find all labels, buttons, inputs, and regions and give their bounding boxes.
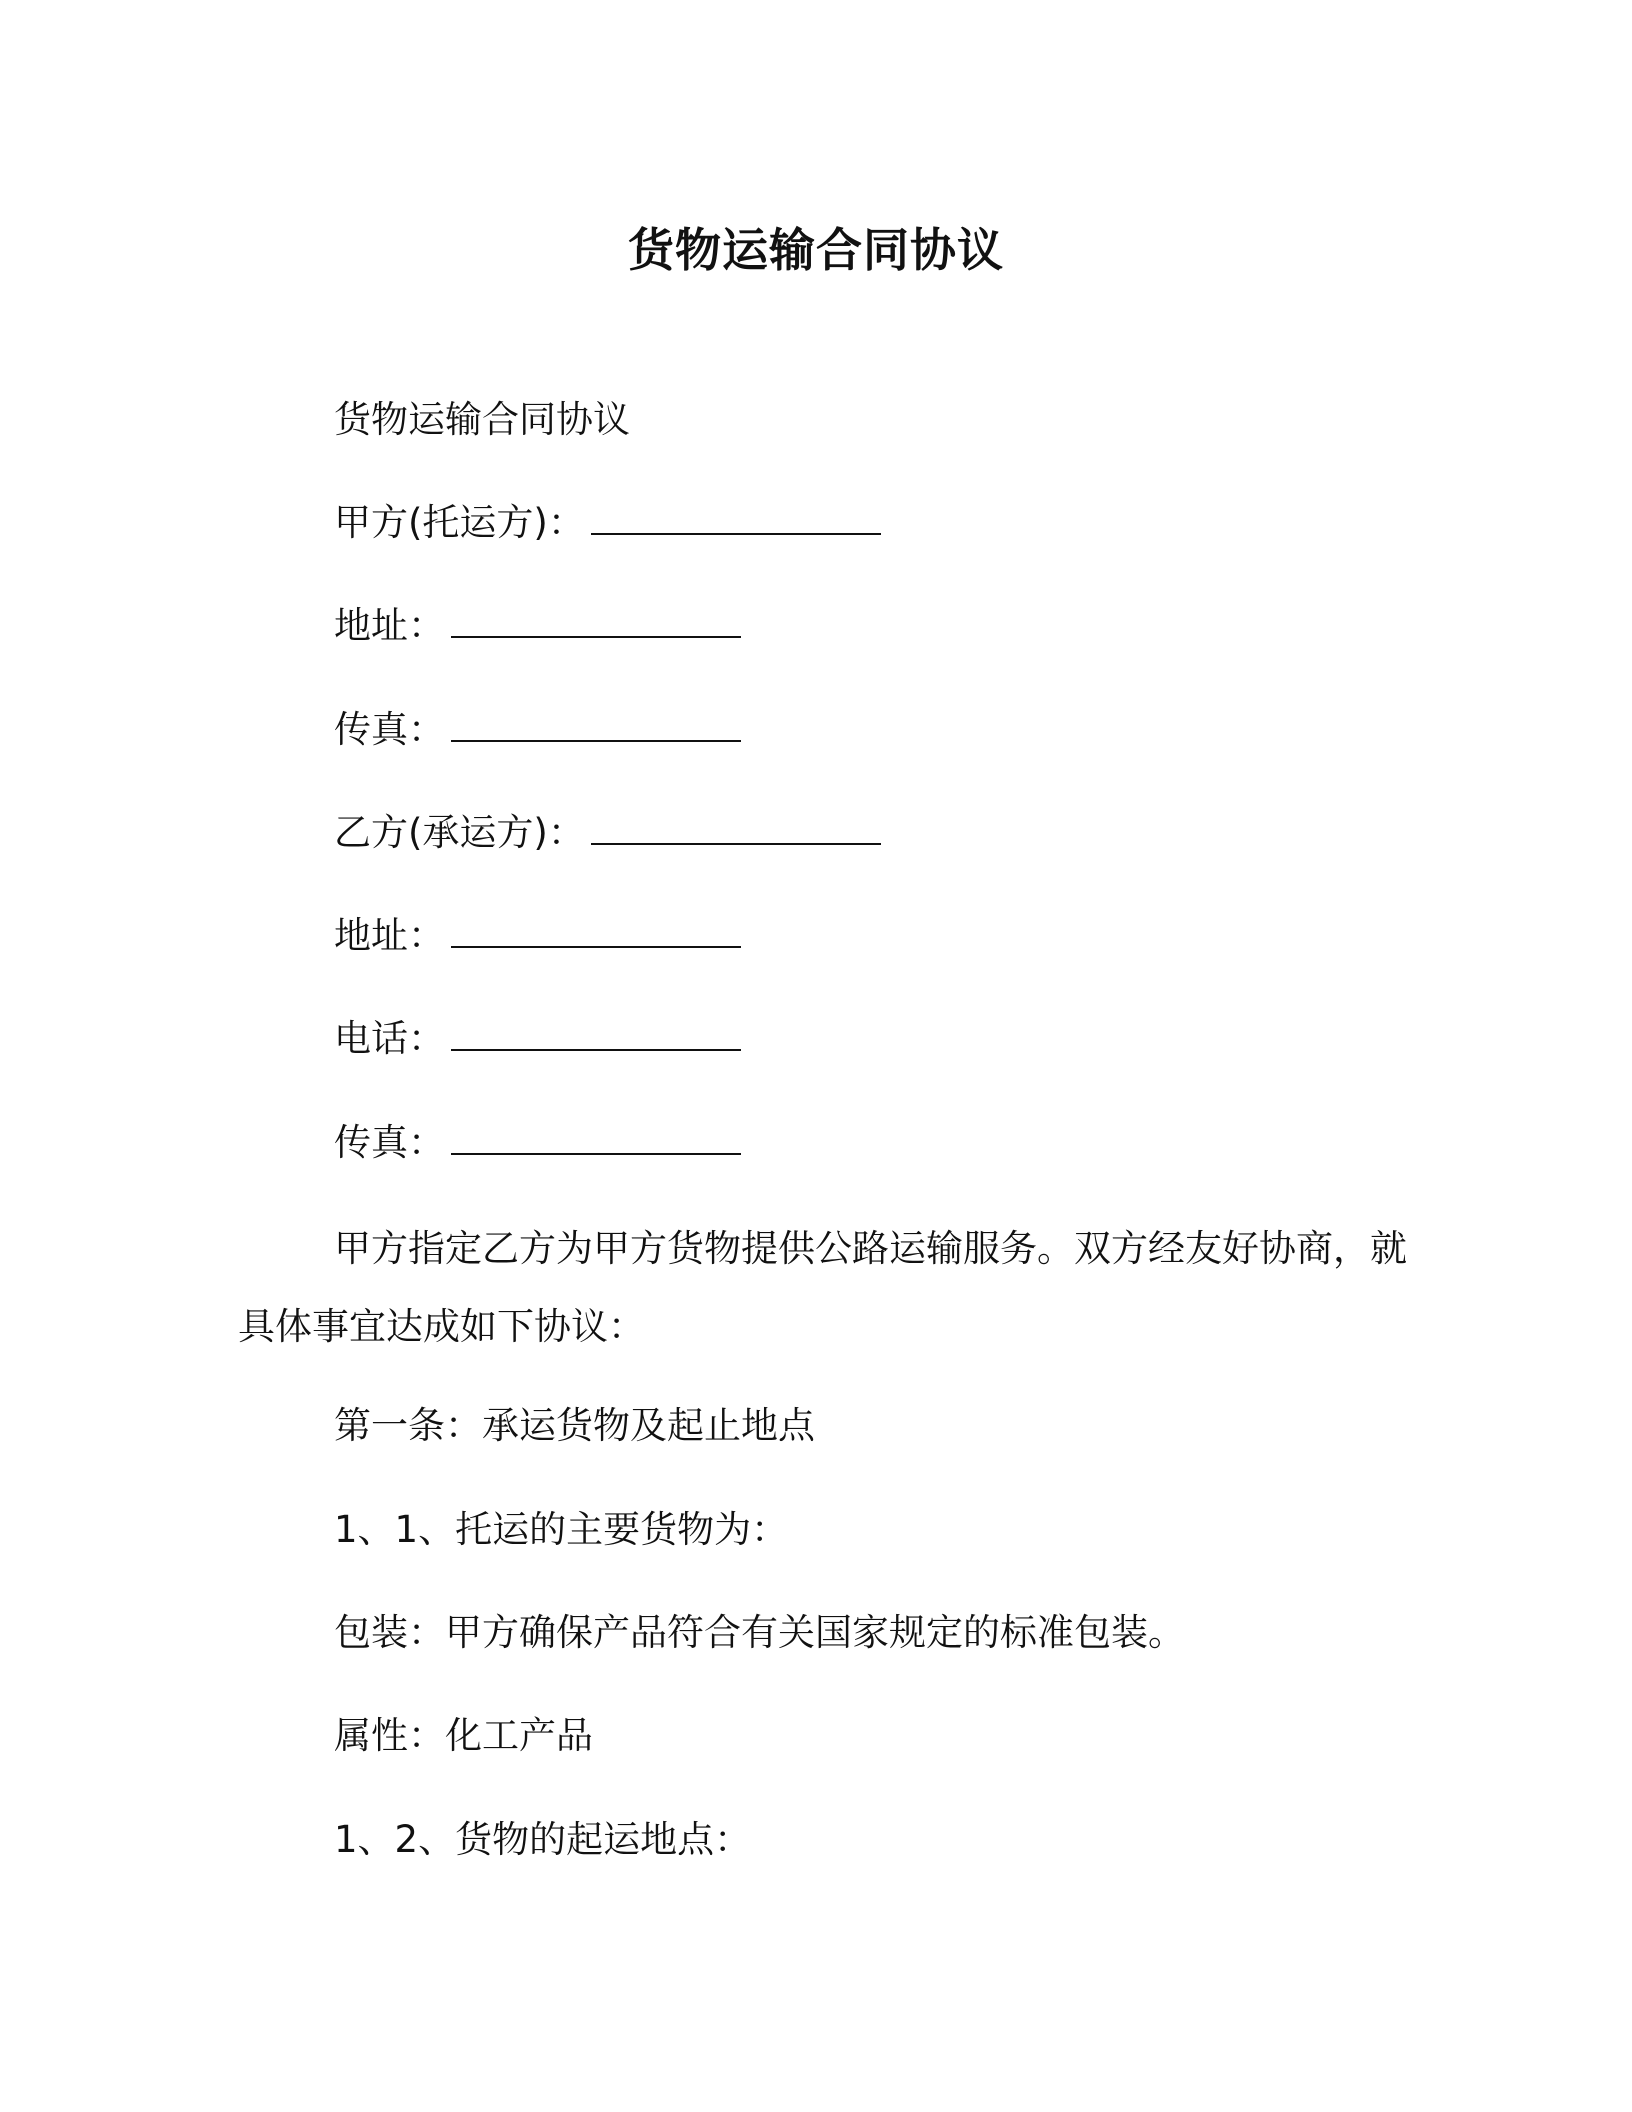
party-b-fax-field [334,1120,741,1166]
item-1-2: 1、2、货物的起运地点： [334,1818,752,1861]
party-b-fax-blank [451,1123,741,1155]
party-b-phone-blank [451,1019,741,1051]
article-1-heading: 第一条：承运货物及起止地点 [334,1404,815,1447]
document-title: 货物运输合同协议 [628,223,1004,277]
party-b-address-blank [451,916,741,948]
party-b-fax-label: 传真： [334,1121,445,1164]
packaging-clause: 包装：甲方确保产品符合有关国家规定的标准包装。 [334,1611,1185,1654]
attribute-clause: 属性：化工产品 [334,1714,593,1757]
party-a-fax-blank [451,710,741,742]
party-a-fax-label: 传真： [334,708,445,751]
party-a-address-field [334,603,741,649]
party-a-label: 甲方(托运方)： [334,501,585,544]
party-a-blank [591,503,881,535]
party-a-address-label: 地址： [334,604,445,647]
party-b-address-field [334,913,741,959]
party-b-label: 乙方(承运方)： [334,811,585,854]
party-b-field [334,810,881,856]
party-a-fax-field [334,707,741,753]
party-a-field [334,500,881,546]
party-a-address-blank [451,606,741,638]
party-b-address-label: 地址： [334,914,445,957]
party-b-phone-label: 电话： [334,1017,445,1060]
party-b-phone-field [334,1016,741,1062]
item-1-1: 1、1、托运的主要货物为： [334,1508,789,1551]
intro-paragraph: 甲方指定乙方为甲方货物提供公路运输服务。双方经友好协商，就具体事宜达成如下协议： [238,1227,1407,1348]
party-b-blank [591,813,881,845]
document-subtitle: 货物运输合同协议 [334,398,630,441]
